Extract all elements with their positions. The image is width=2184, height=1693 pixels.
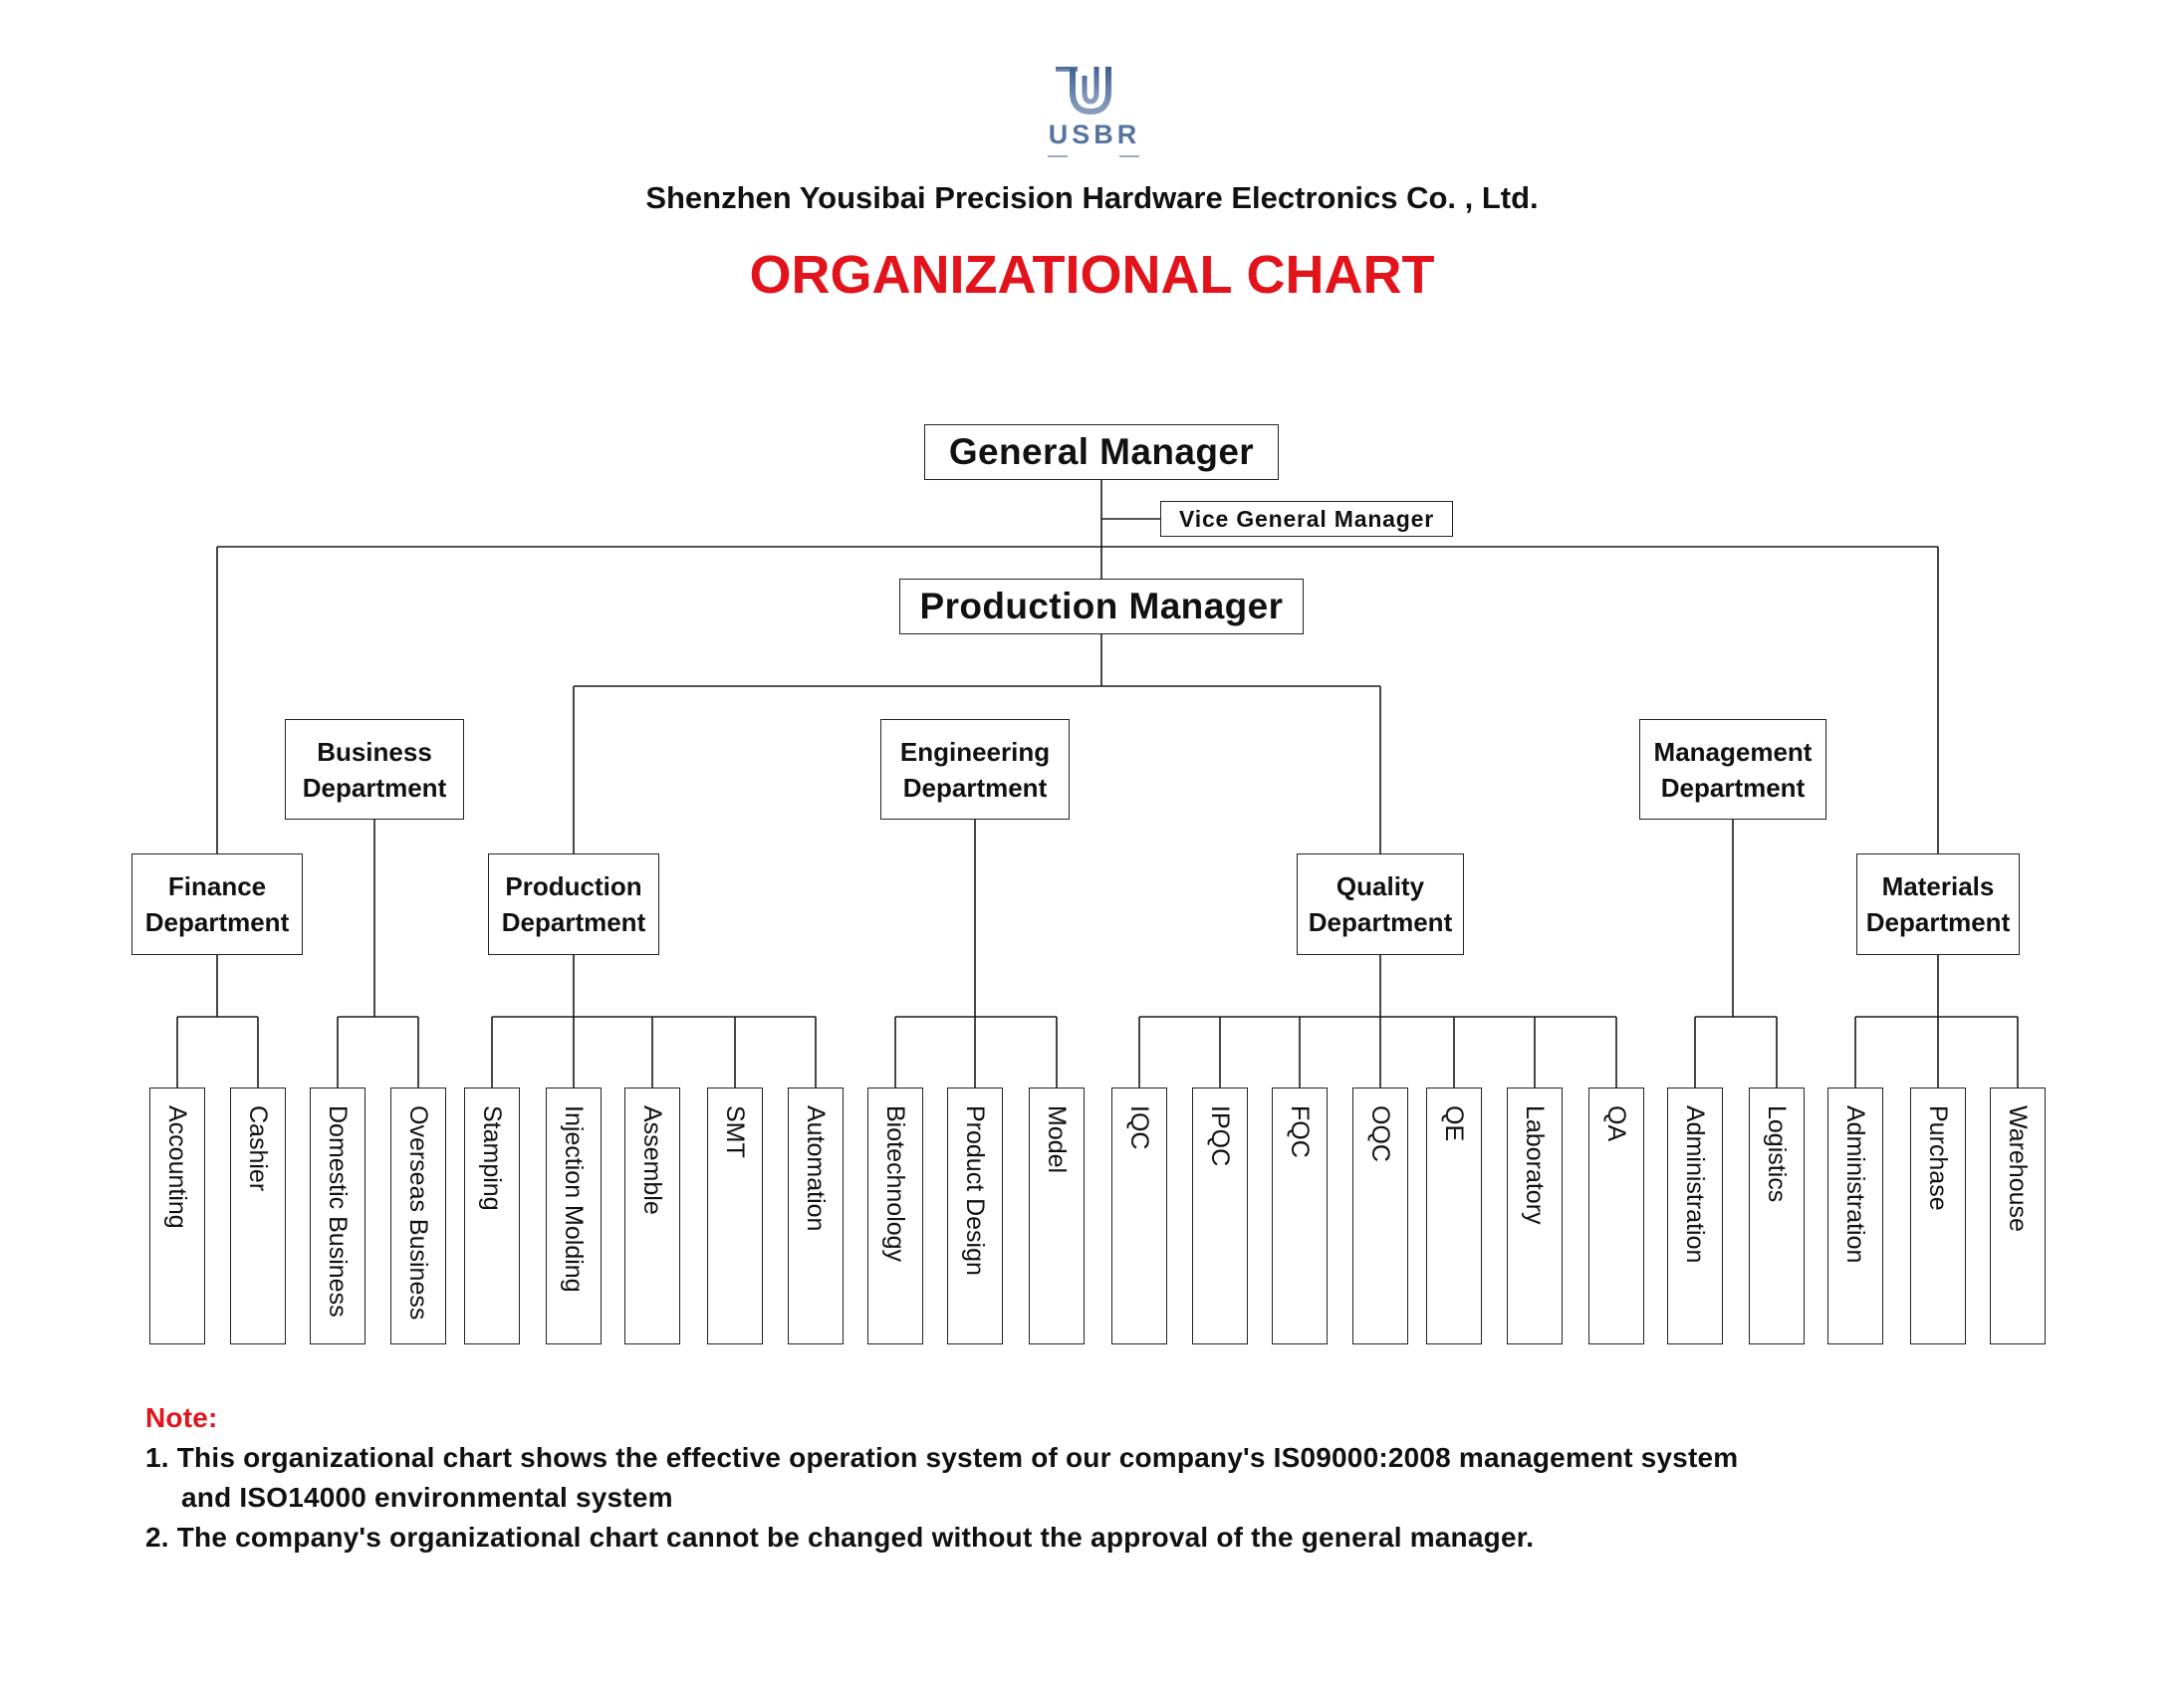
department-label: Materials Department bbox=[1865, 871, 2011, 937]
connector-materials-units bbox=[1855, 955, 2018, 1088]
unit-label: QA bbox=[1602, 1105, 1630, 1142]
connector-business-units bbox=[338, 820, 418, 1088]
unit-label: Injection Molding bbox=[560, 1105, 588, 1293]
unit-box-laboratory bbox=[1507, 1088, 1563, 1344]
company-name: Shenzhen Yousibai Precision Hardware Electronics Co. , Ltd. bbox=[645, 180, 1539, 215]
note-item-1: 1. This organizational chart shows the effective operation system of our company's IS09000:2008 management system bbox=[145, 1442, 1739, 1473]
vice-general-manager-label: Vice General Manager bbox=[1179, 505, 1434, 532]
unit-label: FQC bbox=[1286, 1105, 1314, 1158]
department-label: Business Department bbox=[302, 736, 447, 803]
unit-box-qa bbox=[1588, 1088, 1644, 1344]
connector-production-units bbox=[492, 955, 816, 1088]
unit-box-injection-molding bbox=[546, 1088, 602, 1344]
unit-box-administration bbox=[1667, 1088, 1723, 1344]
unit-label: IQC bbox=[1125, 1105, 1153, 1150]
department-label: Quality Department bbox=[1308, 871, 1453, 937]
unit-label: Biotechnology bbox=[881, 1105, 909, 1263]
unit-box-automation bbox=[788, 1088, 844, 1344]
department-label: Management Department bbox=[1653, 736, 1813, 803]
unit-label: Assemble bbox=[638, 1105, 666, 1215]
unit-box-overseas-business bbox=[390, 1088, 446, 1344]
unit-label: IPQC bbox=[1206, 1105, 1234, 1167]
finance-department-box bbox=[131, 853, 303, 955]
unit-box-domestic-business bbox=[310, 1088, 365, 1344]
unit-box-product-design bbox=[947, 1088, 1003, 1344]
note-section bbox=[145, 1398, 1738, 1558]
unit-box-stamping bbox=[464, 1088, 520, 1344]
unit-label: Administration bbox=[1841, 1105, 1869, 1264]
unit-box-biotechnology bbox=[867, 1088, 923, 1344]
unit-label: QE bbox=[1440, 1105, 1468, 1142]
quality-department-box bbox=[1297, 853, 1464, 955]
unit-box-iqc bbox=[1111, 1088, 1167, 1344]
unit-label: Product Design bbox=[961, 1105, 989, 1276]
unit-label: Automation bbox=[802, 1105, 830, 1232]
unit-box-oqc bbox=[1352, 1088, 1408, 1344]
note-item-1-continued: and ISO14000 environmental system bbox=[181, 1482, 673, 1513]
unit-box-warehouse bbox=[1990, 1088, 2046, 1344]
unit-label: Administration bbox=[1681, 1105, 1709, 1264]
note-heading: Note: bbox=[145, 1402, 218, 1433]
unit-label: OQC bbox=[1366, 1105, 1394, 1162]
business-department-box bbox=[285, 719, 464, 820]
production-manager-label: Production Manager bbox=[919, 586, 1284, 626]
unit-box-model bbox=[1029, 1088, 1085, 1344]
connector-quality-units bbox=[1139, 955, 1616, 1088]
vice-general-manager-box bbox=[1160, 501, 1453, 537]
department-label: Engineering Department bbox=[899, 736, 1051, 803]
unit-label: Cashier bbox=[244, 1105, 272, 1192]
connector-engineering-units bbox=[895, 820, 1057, 1088]
general-manager-label: General Manager bbox=[948, 431, 1255, 472]
general-manager-box bbox=[924, 424, 1279, 480]
engineering-department-box bbox=[880, 719, 1070, 820]
unit-label: SMT bbox=[721, 1105, 749, 1158]
department-label: Production Department bbox=[501, 871, 646, 937]
unit-label: Model bbox=[1043, 1105, 1071, 1174]
connector-management-units bbox=[1695, 820, 1777, 1088]
unit-label: Overseas Business bbox=[404, 1105, 432, 1321]
unit-label: Domestic Business bbox=[324, 1105, 352, 1318]
production-department-box bbox=[488, 853, 659, 955]
unit-label: Laboratory bbox=[1521, 1105, 1549, 1225]
logo-wordmark: USBR bbox=[1048, 120, 1141, 149]
materials-department-box bbox=[1856, 853, 2020, 955]
unit-label: Accounting bbox=[163, 1105, 191, 1229]
production-manager-box bbox=[899, 579, 1304, 634]
unit-box-materials-administration bbox=[1827, 1088, 1883, 1344]
unit-box-smt bbox=[707, 1088, 763, 1344]
unit-box-assemble bbox=[624, 1088, 680, 1344]
unit-box-ipqc bbox=[1192, 1088, 1248, 1344]
connector-finance-units bbox=[177, 955, 258, 1088]
unit-box-logistics bbox=[1749, 1088, 1805, 1344]
unit-label: Logistics bbox=[1763, 1105, 1791, 1203]
unit-label: Stamping bbox=[478, 1105, 506, 1211]
unit-box-fqc bbox=[1272, 1088, 1328, 1344]
unit-label: Warehouse bbox=[2004, 1105, 2032, 1232]
unit-box-purchase bbox=[1910, 1088, 1966, 1344]
unit-box-accounting bbox=[149, 1088, 205, 1344]
unit-box-cashier bbox=[230, 1088, 286, 1344]
unit-label: Purchase bbox=[1924, 1105, 1952, 1211]
management-department-box bbox=[1639, 719, 1826, 820]
department-label: Finance Department bbox=[144, 871, 290, 937]
note-item-2: 2. The company's organizational chart cannot be changed without the approval of the general manager. bbox=[145, 1522, 1535, 1553]
chart-title: ORGANIZATIONAL CHART bbox=[749, 245, 1435, 305]
unit-box-qe bbox=[1426, 1088, 1482, 1344]
